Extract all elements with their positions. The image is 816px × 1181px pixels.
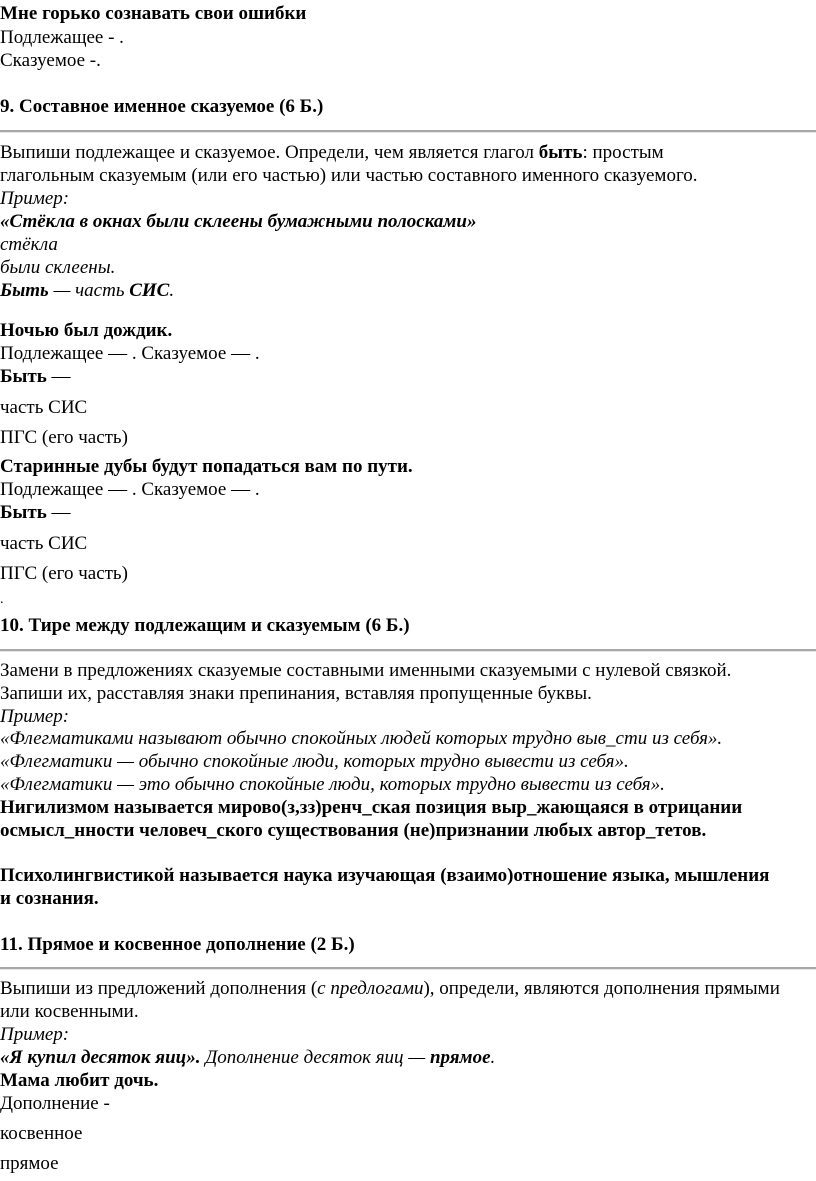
task-byt-line [0,367,71,386]
subject-line: Подлежащее - . [0,27,124,48]
example-sis: СИС [129,280,170,301]
task-option[interactable]: ПГС (его часть) [0,427,128,448]
example-dot: . [169,280,175,301]
task-byt-line [0,503,71,522]
section-11-divider [0,967,816,970]
example-answer: прямое [429,1047,491,1068]
task-option[interactable]: косвенное [0,1123,83,1144]
example-label: Пример: [0,1024,70,1045]
example-label: Пример: [0,706,70,727]
instruction-keyword: быть [538,142,583,163]
sentence-heading: Мне горько сознавать свои ошибки [0,3,307,24]
section-9-divider [0,130,816,133]
section-10-title: 10. Тире между подлежащим и сказуемым (6 Б.) [0,615,410,636]
example-variant-2: «Флегматики — это обычно спокойные люди, которых трудно вывести из себя». [0,774,665,795]
task-sentence-1-line-1: Нигилизмом называется мирово(з,зз)ренч_ская позиция выр_жающаяся в отрицании [0,797,743,818]
task-sentence: Старинные дубы будут попадаться вам по пути. [0,456,413,477]
example-variant-1: «Флегматики — обычно спокойные люди, которых трудно вывести из себя». [0,751,629,772]
example-explanation: Дополнение десяток яиц — [200,1047,430,1068]
task-byt: Быть [0,366,47,387]
section-10-divider [0,649,816,652]
instruction-text: ), определи, являются дополнения прямыми [423,978,780,999]
predicate-line: Сказуемое -. [0,50,101,71]
section-9-title: 9. Составное именное сказуемое (6 Б.) [0,96,324,117]
task-answer-line[interactable]: Подлежащее — . Сказуемое — . [0,343,260,364]
task-sentence-2-line-2: и сознания. [0,888,99,909]
example-byt: Быть [0,280,49,301]
section-10-instruction-line-2: Запиши их, расставляя знаки препинания, вставляя пропущенные буквы. [0,683,592,704]
example-answer [0,281,174,300]
example-dot: . [490,1047,496,1068]
task-option[interactable]: часть СИС [0,533,88,554]
example-label: Пример: [0,188,70,209]
example-line [0,1048,495,1067]
section-11-instruction-line-2: или косвенными. [0,1001,139,1022]
task-option[interactable]: часть СИС [0,397,88,418]
example-dash: — часть [48,280,130,301]
task-sentence-2-line-1: Психолингвистикой называется наука изучающая (взаимо)отношение языка, мышления [0,865,770,886]
instruction-text: Выпиши подлежащее и сказуемое. Определи, чем является глагол [0,142,539,163]
task-dash: — [46,502,71,523]
instruction-text: Выпиши из предложений дополнения ( [0,978,318,999]
task-sentence-1-line-2: осмысл_нности человеч_ского существования (не)признании любых автор_тетов. [0,820,707,841]
task-option[interactable]: прямое [0,1153,59,1174]
section-9-instruction-line-1 [0,143,664,162]
task-answer-line[interactable]: Подлежащее — . Сказуемое — . [0,479,260,500]
task-option[interactable]: ПГС (его часть) [0,563,128,584]
task-dash: — [46,366,71,387]
example-sentence: «Стёкла в окнах были склеены бумажными полосками» [0,211,477,232]
task-answer-line[interactable]: Дополнение - [0,1093,110,1114]
section-9-instruction-line-2: глагольным сказуемым (или его частью) или частью составного именного сказуемого. [0,165,698,186]
section-10-instruction-line-1: Замени в предложениях сказуемые составными именными сказуемыми с нулевой связкой. [0,660,732,681]
example-predicate: были склеены. [0,257,116,278]
instruction-emphasis: с предлогами [317,978,424,999]
task-sentence: Мама любит дочь. [0,1070,159,1091]
task-byt: Быть [0,502,47,523]
stray-dot: . [0,592,4,607]
example-subject: стёкла [0,234,58,255]
example-original: «Флегматиками называют обычно спокойных людей которых трудно выв_сти из себя». [0,728,723,749]
instruction-text: : простым [582,142,664,163]
example-sentence: «Я купил десяток яиц». [0,1047,201,1068]
section-11-instruction-line-1 [0,979,780,998]
task-sentence: Ночью был дождик. [0,320,173,341]
section-11-title: 11. Прямое и косвенное дополнение (2 Б.) [0,934,355,955]
